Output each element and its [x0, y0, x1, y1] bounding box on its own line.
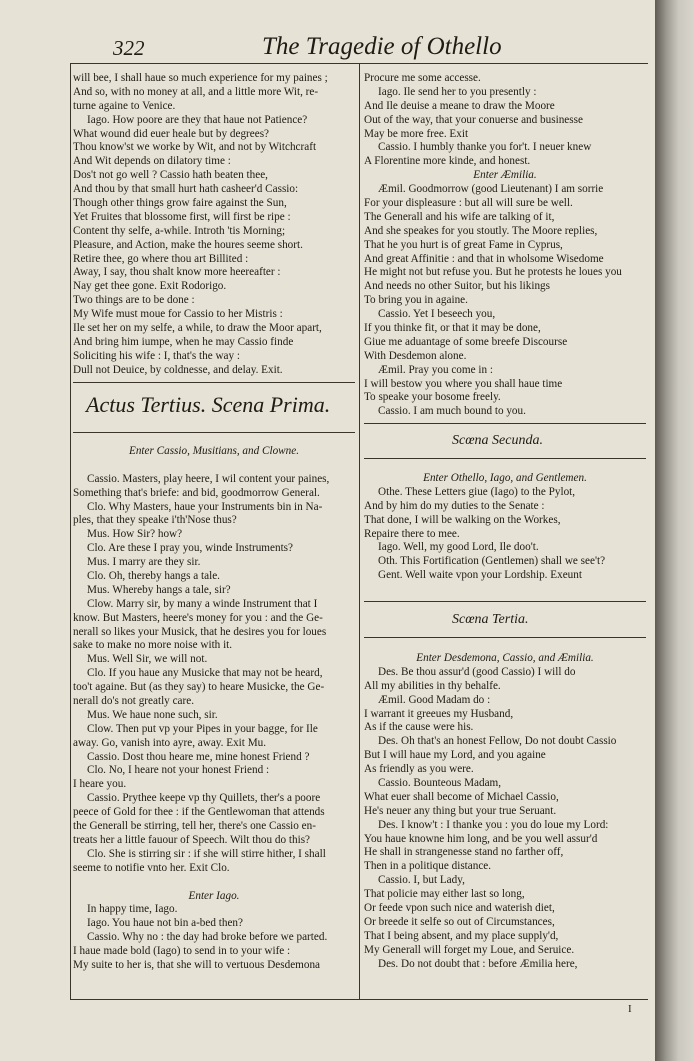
- text-line: Æmil. Pray you come in :: [378, 363, 493, 376]
- text-line: As if the cause were his.: [364, 721, 474, 734]
- running-title: The Tragedie of Othello: [262, 33, 502, 60]
- bottom-rule: [70, 999, 648, 1000]
- text-line: He might not but refuse you. But he protests he loues you: [364, 266, 622, 279]
- right-column-top: [364, 72, 646, 419]
- text-line: away. Go, vanish into ayre, away. Exit Mu.: [73, 736, 267, 749]
- text-line: Enter Iago.: [188, 889, 240, 902]
- right-column-bottom: [364, 652, 646, 971]
- text-line: May be more free. Exit: [364, 127, 469, 140]
- text-line: Mus. Well Sir, we will not.: [87, 653, 208, 666]
- text-line: the Generall be stirring, tell her, there's one Cassio en-: [73, 820, 316, 833]
- act-heading: Actus Tertius. Scena Prima.: [86, 392, 331, 417]
- facing-page-edge: [655, 0, 694, 1061]
- text-line: Iago. You haue not bin a-bed then?: [87, 917, 243, 930]
- catchword: I: [628, 1003, 632, 1015]
- text-line: Enter Æmilia.: [473, 169, 537, 182]
- text-line: And great Affinitie : and that in wholsome Wisedome: [364, 252, 604, 265]
- text-line: Thou know'st we worke by Wit, and not by Witchcraft: [73, 141, 317, 154]
- text-line: sake to make no more noise with it.: [73, 639, 233, 652]
- text-line: Iago. Well, my good Lord, Ile doo't.: [378, 541, 539, 554]
- text-line: Æmil. Good Madam do :: [378, 693, 491, 706]
- text-line: And by him do my duties to the Senate :: [364, 499, 545, 512]
- text-line: And thou by that small hurt hath casheer'd Cassio:: [73, 183, 299, 196]
- text-line: treats her a little fauour of Speech. Wilt thou do this?: [73, 833, 311, 846]
- text-line: Clo. She is stirring sir : if she will stirre hither, I shall: [87, 847, 326, 860]
- text-line: Cassio. I humbly thanke you for't. I neuer knew: [378, 141, 592, 154]
- text-line: And bring him iumpe, when he may Cassio finde: [73, 335, 294, 348]
- text-line: A Florentine more kinde, and honest.: [364, 155, 531, 168]
- text-line: Clo. Oh, thereby hangs a tale.: [87, 570, 220, 583]
- act-rule-top: [73, 382, 355, 383]
- text-line: Out of the way, that your conuerse and businesse: [364, 113, 583, 126]
- scene2-rule-top: [364, 423, 646, 424]
- text-line: Or breede it selfe so out of Circumstances,: [364, 915, 555, 928]
- right-column-middle: [364, 472, 646, 583]
- text-line: Cassio. Bounteous Madam,: [378, 777, 502, 790]
- text-line: will bee, I shall haue so much experience for my paines ;: [73, 72, 328, 84]
- text-line: You haue knowne him long, and be you well assur'd: [364, 832, 598, 845]
- text-line: Cassio. Why no : the day had broke before we parted.: [87, 931, 328, 944]
- text-line: ples, that they speake i'th'Nose thus?: [73, 514, 237, 527]
- text-line: In happy time, Iago.: [87, 903, 178, 916]
- text-line: To bring you in againe.: [364, 294, 468, 307]
- text-line: peece of Gold for thee : if the Gentlewoman that attends: [73, 806, 325, 819]
- text-line: Yet Fruites that blossome first, will first be ripe :: [73, 210, 291, 223]
- text-line: Or feede vpon such nice and waterish diet,: [364, 902, 555, 915]
- text-line: As friendly as you were.: [364, 763, 474, 776]
- column-divider: [359, 64, 360, 999]
- text-line: Something that's briefe: and bid, goodmorrow General.: [73, 486, 320, 499]
- text-line: I warrant it greeues my Husband,: [364, 707, 514, 720]
- text-line: The Generall and his wife are talking of it,: [364, 210, 555, 223]
- text-line: Des. Do not doubt that : before Æmilia here,: [378, 957, 578, 970]
- text-line: Enter Cassio, Musitians, and Clowne.: [129, 445, 299, 457]
- text-line: That done, I will be walking on the Workes,: [364, 513, 561, 526]
- text-line: Mus. Whereby hangs a tale, sir?: [87, 583, 231, 596]
- text-line: Dos't not go well ? Cassio hath beaten thee,: [73, 169, 268, 182]
- text-line: That he you hurt is of great Fame in Cyprus,: [364, 238, 563, 251]
- text-line: Iago. Ile send her to you presently :: [378, 85, 537, 98]
- text-line: nerall so likes your Musick, that he desires you for loues: [73, 625, 327, 638]
- left-frame-rule: [70, 64, 71, 999]
- text-line: My Generall will forget my Loue, and Seruice.: [364, 943, 575, 956]
- text-line: Clo. If you haue any Musicke that may not be heard,: [87, 667, 323, 680]
- left-column-top: [73, 72, 355, 378]
- text-line: Procure me some accesse.: [364, 72, 481, 84]
- text-line: Æmil. Goodmorrow (good Lieutenant) I am sorrie: [378, 183, 604, 196]
- text-line: I heare you.: [73, 778, 127, 791]
- text-line: Nay get thee gone. Exit Rodorigo.: [73, 280, 227, 293]
- text-line: That policie may either last so long,: [364, 888, 525, 901]
- text-line: Cassio. Masters, play heere, I wil content your paines,: [87, 472, 330, 485]
- scene3-rule-bottom: [364, 637, 646, 638]
- text-line: Cassio. I am much bound to you.: [378, 405, 526, 418]
- page-number: 322: [113, 36, 145, 60]
- text-line: My suite to her is, that she will to vertuous Desdemona: [73, 958, 321, 971]
- text-line: [73, 876, 355, 890]
- text-line: Then in a politique distance.: [364, 860, 492, 873]
- text-line: Pleasure, and Action, make the houres seeme short.: [73, 238, 303, 251]
- text-line: too't againe. But (as they say) to heare Musicke, the Ge-: [73, 681, 325, 694]
- scene3-heading: Scœna Tertia.: [452, 612, 529, 627]
- text-line: And so, with no money at all, and a little more Wit, re-: [73, 85, 319, 98]
- text-line: Though other things grow faire against the Sun,: [73, 197, 287, 210]
- text-line: know. But Masters, heere's money for you : and the Ge-: [73, 611, 323, 624]
- text-line: Clow. Then put vp your Pipes in your bagge, for Ile: [87, 722, 318, 735]
- text-line: Content thy selfe, a-while. Introth 'tis Morning;: [73, 224, 286, 237]
- scene2-heading: Scœna Secunda.: [452, 433, 543, 448]
- text-line: And Wit depends on dilatory time :: [73, 155, 231, 168]
- text-line: Othe. These Letters giue (Iago) to the Pylot,: [378, 485, 576, 498]
- text-line: Dull not Deuice, by coldnesse, and delay. Exit.: [73, 363, 283, 376]
- scene2-rule-bottom: [364, 458, 646, 459]
- text-line: Mus. I marry are they sir.: [87, 556, 201, 569]
- text-line: Clo. Why Masters, haue your Instruments bin in Na-: [87, 500, 323, 513]
- scene3-rule-top: [364, 601, 646, 602]
- text-line: Soliciting his wife : I, that's the way :: [73, 349, 241, 362]
- text-line: nerall do's not greatly care.: [73, 695, 194, 708]
- text-line: [73, 459, 355, 473]
- text-line: All my abilities in thy behalfe.: [364, 679, 501, 692]
- text-line: But I will haue my Lord, and you againe: [364, 749, 546, 762]
- text-line: Des. Be thou assur'd (good Cassio) I will do: [378, 665, 576, 678]
- text-line: He's neuer any thing but your true Seruant.: [364, 804, 557, 817]
- text-line: Des. Oh that's an honest Fellow, Do not doubt Cassio: [378, 735, 617, 748]
- text-line: turne againe to Venice.: [73, 99, 176, 112]
- text-line: Cassio. Yet I beseech you,: [378, 308, 496, 321]
- text-line: Clow. Marry sir, by many a winde Instrument that I: [87, 597, 318, 610]
- text-line: Away, I say, thou shalt know more heereafter :: [73, 266, 281, 279]
- text-line: What euer shall become of Michael Cassio,: [364, 790, 559, 803]
- text-line: Cassio. I, but Lady,: [378, 874, 465, 887]
- text-line: Ile set her on my selfe, a while, to draw the Moor apart,: [73, 322, 322, 335]
- text-line: Mus. We haue none such, sir.: [87, 708, 218, 721]
- text-line: Enter Desdemona, Cassio, and Æmilia.: [416, 652, 594, 664]
- text-line: Repaire there to mee.: [364, 527, 460, 540]
- text-line: Enter Othello, Iago, and Gentlemen.: [423, 472, 587, 484]
- text-line: I haue made bold (Iago) to send in to your wife :: [73, 945, 291, 958]
- text-line: Clo. Are these I pray you, winde Instruments?: [87, 542, 293, 555]
- text-line: What wound did euer heale but by degrees?: [73, 127, 270, 140]
- text-line: And Ile deuise a meane to draw the Moore: [364, 99, 555, 112]
- text-line: seeme to notifie vnto her. Exit Clo.: [73, 861, 230, 874]
- text-line: Gent. Well waite vpon your Lordship. Exeunt: [378, 569, 582, 582]
- text-line: That I being absent, and my place supply'd,: [364, 929, 559, 942]
- text-line: Oth. This Fortification (Gentlemen) shall we see't?: [378, 555, 606, 568]
- text-line: Iago. How poore are they that haue not Patience?: [87, 113, 308, 126]
- text-line: Cassio. Prythee keepe vp thy Quillets, ther's a poore: [87, 792, 321, 805]
- act-rule-bottom: [73, 432, 355, 433]
- text-line: Mus. How Sir? how?: [87, 528, 183, 541]
- text-line: I will bestow you where you shall haue time: [364, 377, 563, 390]
- left-column-bottom: [73, 445, 355, 973]
- text-line: With Desdemon alone.: [364, 349, 467, 362]
- text-line: Des. I know't : I thanke you : you do loue my Lord:: [378, 818, 609, 831]
- text-line: To speake your bosome freely.: [364, 391, 501, 404]
- text-line: Clo. No, I heare not your honest Friend :: [87, 764, 270, 777]
- text-line: And she speakes for you stoutly. The Moore replies,: [364, 224, 598, 237]
- text-line: He shall in strangenesse stand no farther off,: [364, 846, 564, 859]
- text-line: If you thinke fit, or that it may be done,: [364, 322, 541, 335]
- text-line: Cassio. Dost thou heare me, mine honest Friend ?: [87, 750, 310, 763]
- text-line: My Wife must moue for Cassio to her Mistris :: [73, 308, 283, 321]
- text-line: For your displeasure : but all will sure be well.: [364, 197, 573, 210]
- text-line: Retire thee, go where thou art Billited :: [73, 252, 249, 265]
- text-line: Giue me aduantage of some breefe Discourse: [364, 335, 568, 348]
- text-line: Two things are to be done :: [73, 294, 195, 307]
- text-line: And needs no other Suitor, but his likings: [364, 280, 551, 293]
